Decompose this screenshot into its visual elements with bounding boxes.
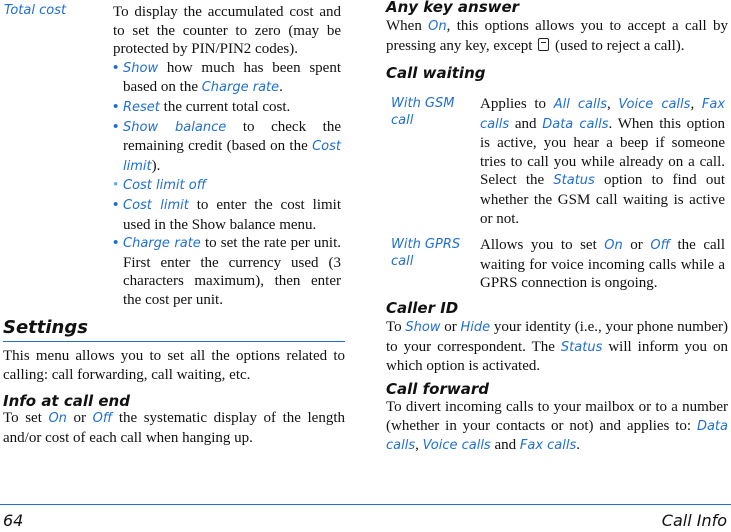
total-cost-term: Total cost bbox=[4, 3, 67, 18]
option-keyword: Cost limit off bbox=[123, 178, 207, 194]
keyword-status: Status bbox=[560, 339, 603, 355]
option-keyword: Show bbox=[123, 60, 159, 76]
text-run: Applies to bbox=[480, 96, 554, 112]
list-item bbox=[113, 118, 341, 177]
settings-heading: Settings bbox=[3, 316, 345, 342]
text-run: , bbox=[606, 96, 619, 112]
call-forward-body bbox=[386, 398, 728, 456]
option-text: the current total cost. bbox=[159, 98, 291, 115]
text-run: or bbox=[440, 319, 461, 335]
bullet-icon: • bbox=[113, 196, 119, 213]
option-text: to check the remaining credit (based on the bbox=[123, 118, 342, 155]
bullet-icon: • bbox=[113, 98, 119, 115]
option-tail: ). bbox=[151, 157, 161, 174]
list-item bbox=[113, 234, 341, 309]
list-item bbox=[113, 98, 341, 118]
keyword-hide: Hide bbox=[460, 320, 491, 335]
bullet-icon: • bbox=[113, 59, 119, 76]
caller-id-heading: Caller ID bbox=[386, 299, 459, 317]
total-cost-options-list bbox=[113, 59, 341, 310]
list-item bbox=[113, 196, 341, 234]
call-waiting-heading: Call waiting bbox=[386, 64, 486, 82]
keyword-data-calls: Data calls bbox=[542, 116, 609, 132]
text-run: , bbox=[415, 437, 423, 454]
keyword-voice-calls: Voice calls bbox=[422, 438, 491, 454]
gsm-call-term: With GSM call bbox=[391, 96, 455, 128]
list-item bbox=[113, 59, 341, 98]
gprs-call-description bbox=[480, 236, 725, 293]
text-run: and bbox=[509, 115, 543, 132]
text-run: To set bbox=[3, 410, 49, 426]
keyword-show: Show bbox=[405, 320, 441, 335]
text-run: or bbox=[66, 410, 93, 426]
text-run: . bbox=[576, 437, 581, 454]
info-at-call-end-body bbox=[3, 409, 345, 447]
any-key-answer-body bbox=[386, 17, 728, 55]
total-cost-intro: To display the accumulated cost and to set the counter to zero (may be protected by PIN/PIN2 codes). bbox=[113, 4, 341, 58]
option-keyword-ref: Cost limit bbox=[123, 139, 341, 174]
text-run: To divert incoming calls to your mailbox or to a number (whether in your contacts or not) and applies to: bbox=[386, 399, 728, 434]
text-run: To bbox=[386, 319, 406, 335]
text-run: and bbox=[490, 437, 520, 454]
total-cost-description bbox=[113, 3, 341, 310]
list-item bbox=[113, 176, 341, 196]
keyword-status: Status bbox=[553, 173, 595, 189]
bullet-icon: • bbox=[113, 177, 119, 194]
keyword-all-calls: All calls bbox=[553, 97, 607, 112]
page-number: 64 bbox=[3, 511, 24, 530]
bullet-icon: • bbox=[113, 235, 119, 252]
keyword-off: Off bbox=[650, 238, 670, 253]
keyword-voice-calls: Voice calls bbox=[618, 97, 691, 112]
text-run: your identity (i.e., your phone number) to your correspondent. The bbox=[386, 319, 728, 355]
option-keyword: Charge rate bbox=[123, 236, 201, 252]
option-text: to set the rate per unit. First enter the currency used (3 characters maximum), then enter the cost per unit. bbox=[123, 235, 342, 308]
option-keyword: Cost limit bbox=[123, 197, 189, 213]
keyword-fax-calls: Fax calls bbox=[480, 97, 726, 132]
footer-divider bbox=[0, 504, 731, 505]
option-text: to enter the cost limit used in the Show balance menu. bbox=[123, 196, 341, 233]
text-run: (used to reject a call). bbox=[551, 37, 685, 54]
text-run: the call waiting for voice incoming calls while a GPRS connection is ongoing. bbox=[480, 237, 726, 292]
gsm-call-description bbox=[480, 95, 725, 228]
text-run: will inform you on which option is activated. bbox=[386, 338, 728, 375]
keyword-data-calls: Data calls bbox=[386, 418, 728, 454]
option-keyword-ref: Charge rate bbox=[201, 80, 280, 96]
keyword-on: On bbox=[428, 19, 447, 34]
section-title: Call Info bbox=[661, 511, 727, 530]
option-text: how much has been spent based on the bbox=[123, 59, 341, 96]
keyword-on: On bbox=[48, 411, 67, 426]
option-keyword: Show balance bbox=[123, 119, 227, 135]
gprs-call-term: With GPRS call bbox=[391, 237, 461, 269]
text-run: option to find out whether the GSM call waiting is active or not. bbox=[480, 172, 725, 227]
text-run: the systematic display of the length and/or cost of each call when hanging up. bbox=[3, 410, 346, 446]
hangup-key-icon bbox=[538, 38, 549, 51]
option-tail: . bbox=[279, 79, 283, 96]
text-run: . When this option is active, you hear a beep if someone tries to call you while already on a call. Select the bbox=[480, 115, 725, 189]
text-run: , bbox=[690, 96, 702, 112]
any-key-answer-heading: Any key answer bbox=[386, 0, 520, 16]
text-run: When bbox=[386, 18, 429, 34]
info-at-call-end-heading: Info at call end bbox=[3, 392, 130, 410]
keyword-fax-calls: Fax calls bbox=[519, 438, 577, 454]
text-run: Allows you to set bbox=[480, 237, 605, 253]
bullet-icon: • bbox=[113, 118, 119, 135]
option-keyword: Reset bbox=[123, 99, 160, 115]
call-forward-heading: Call forward bbox=[386, 380, 489, 398]
keyword-off: Off bbox=[92, 411, 113, 426]
text-run: , this options allows you to accept a call by pressing any key, except bbox=[386, 18, 728, 54]
settings-body: This menu allows you to set all the options related to calling: call forwarding, call waiting, etc. bbox=[3, 348, 345, 383]
caller-id-body bbox=[386, 318, 728, 376]
keyword-on: On bbox=[604, 238, 623, 253]
text-run: or bbox=[622, 237, 651, 253]
